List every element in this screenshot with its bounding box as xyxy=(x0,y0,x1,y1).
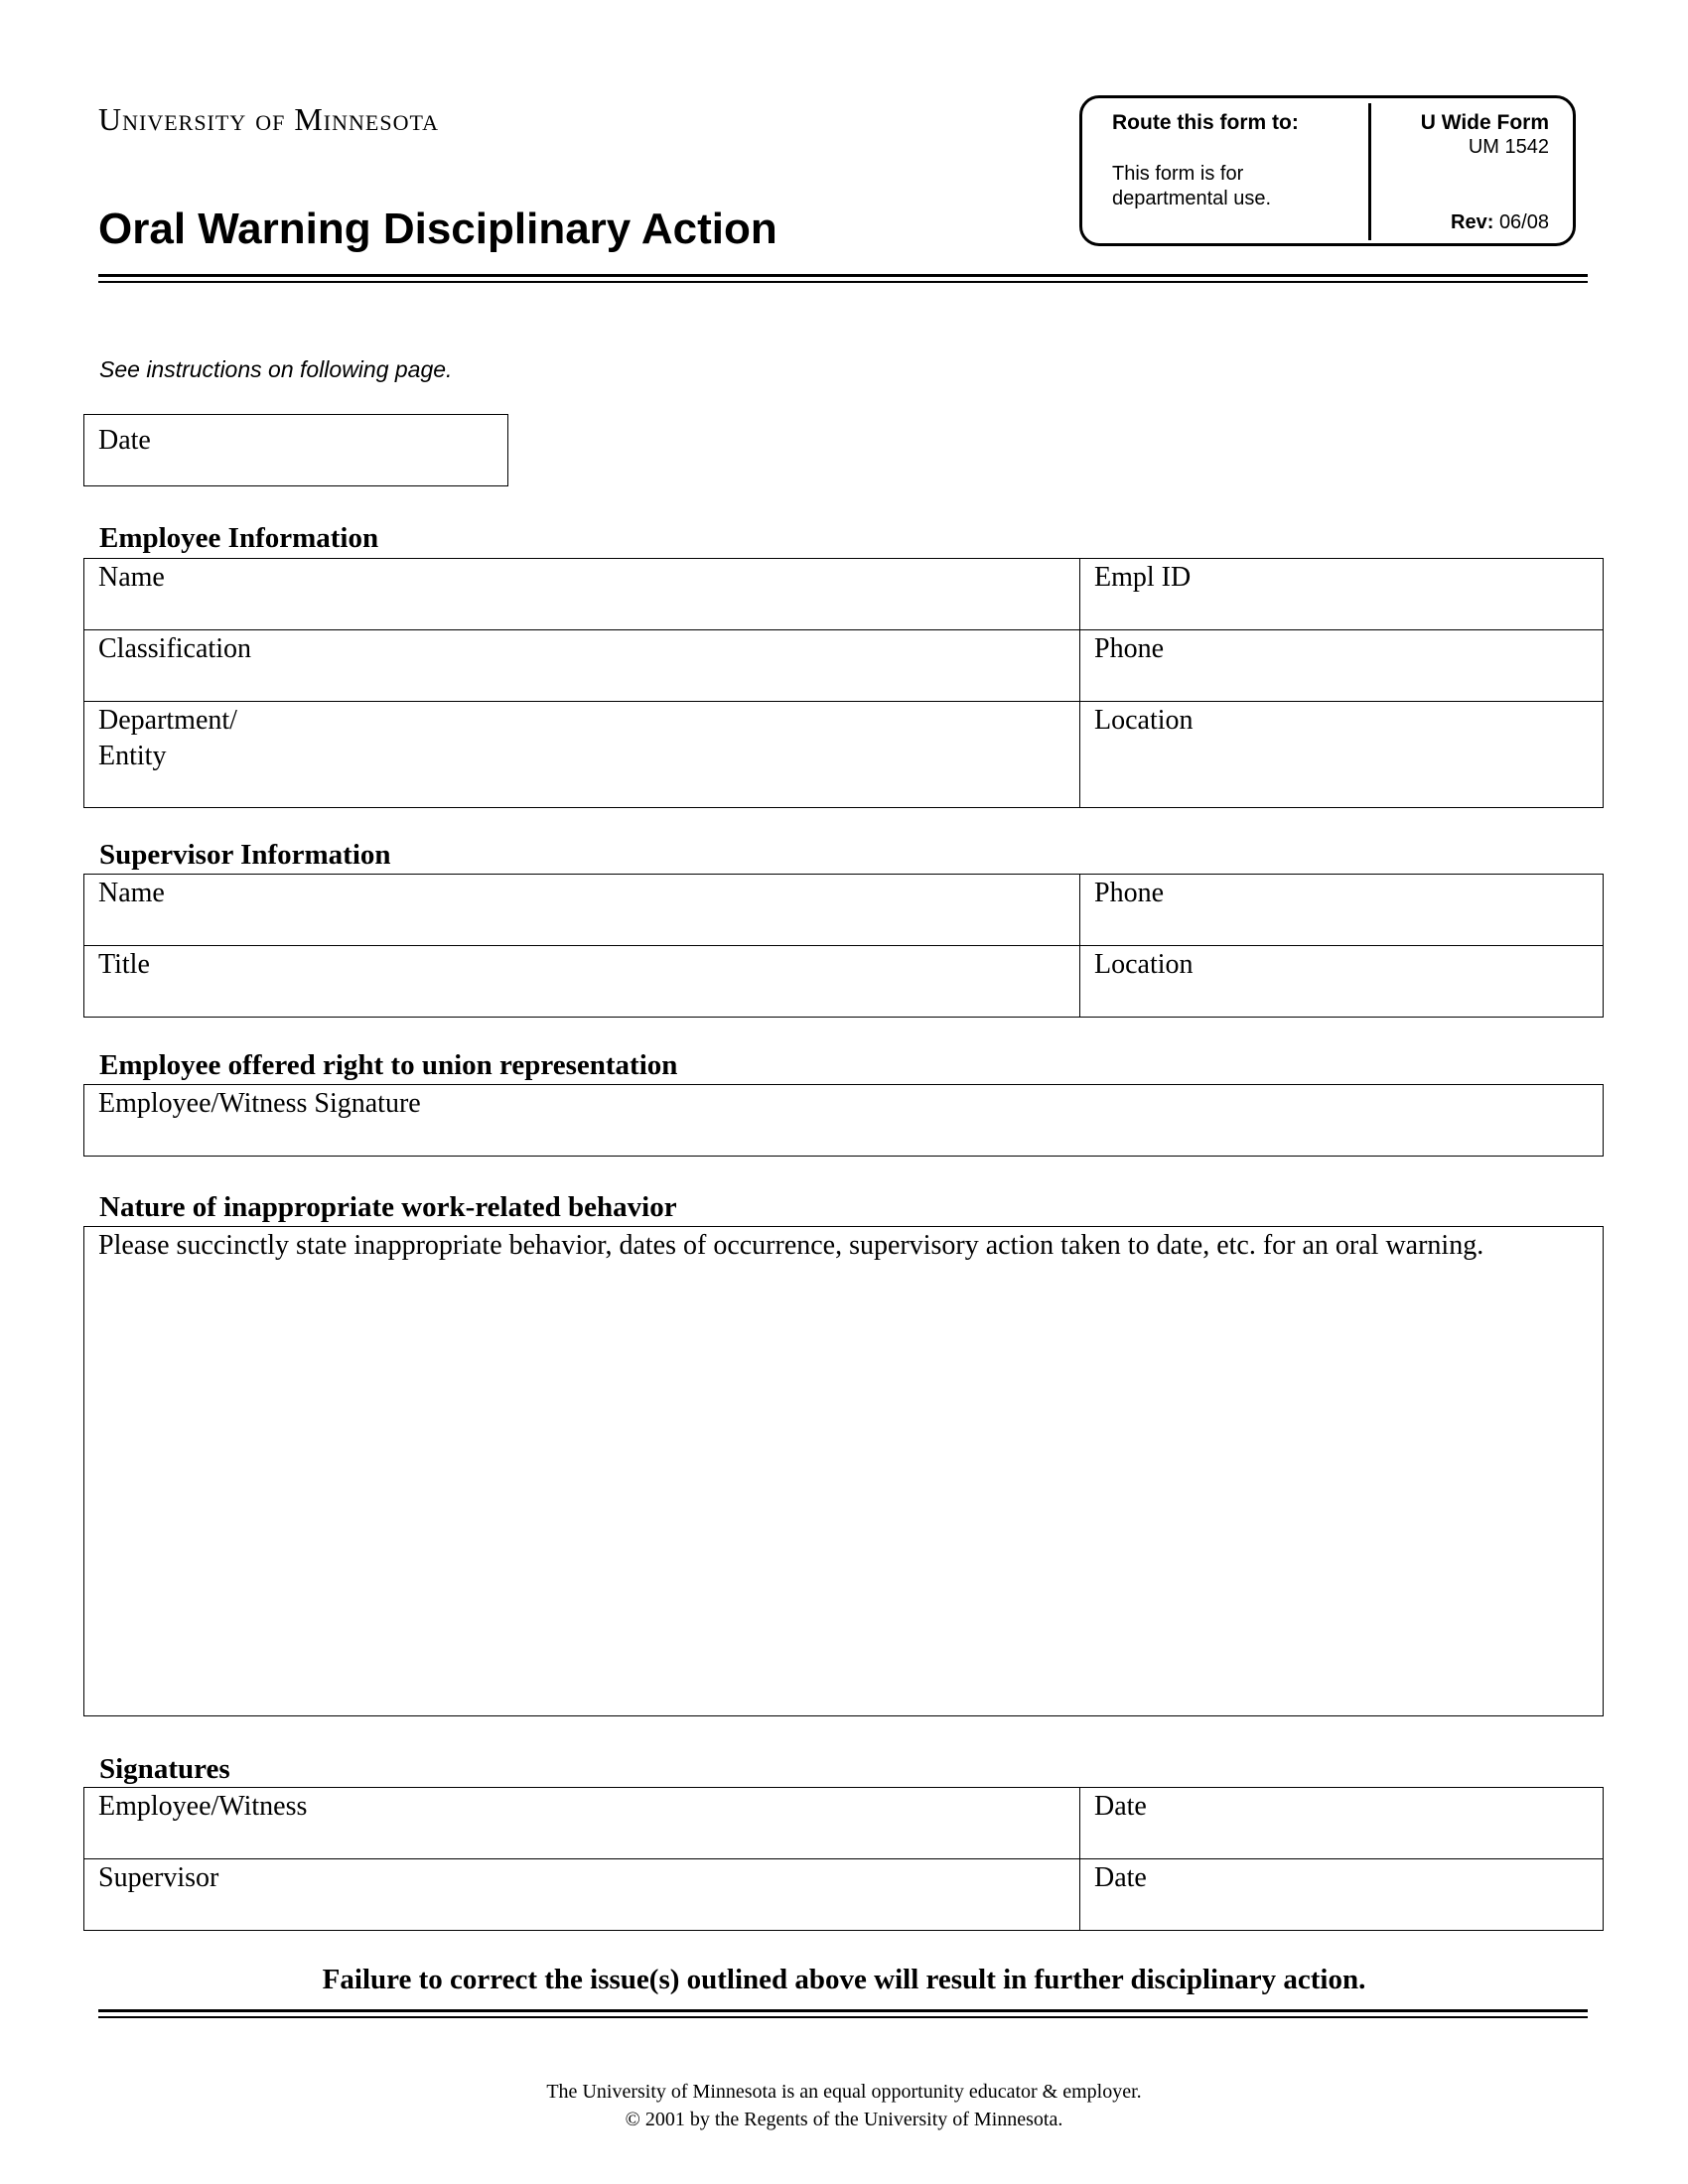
union-signature-field[interactable] xyxy=(84,1085,1604,1157)
supervisor-info-title: Supervisor Information xyxy=(99,839,391,871)
field-label: Phone xyxy=(1094,633,1164,664)
field-label: Name xyxy=(98,878,165,908)
footer-rule xyxy=(98,2009,1588,2012)
supervisor-title-field[interactable] xyxy=(84,946,1080,1018)
route-label: Route this form to: xyxy=(1112,111,1299,134)
revision-label: Rev: xyxy=(1451,211,1494,233)
footer-copyright: © 2001 by the Regents of the University of Minnesota. xyxy=(625,2109,1063,2130)
employee-info-title: Employee Information xyxy=(99,522,379,554)
footer-equal-opportunity: The University of Minnesota is an equal opportunity educator & employer. xyxy=(546,2081,1142,2103)
union-table xyxy=(83,1084,1604,1157)
employee-witness-signature-field[interactable] xyxy=(84,1788,1080,1859)
field-label: Name xyxy=(98,562,165,593)
supervisor-name-field[interactable] xyxy=(84,875,1080,946)
behavior-description-field[interactable] xyxy=(84,1227,1604,1716)
employee-info-table xyxy=(83,558,1604,808)
supervisor-phone-field[interactable] xyxy=(1080,875,1604,946)
date-field[interactable] xyxy=(83,414,508,486)
field-label: Employee/Witness xyxy=(98,1791,308,1822)
revision-value: 06/08 xyxy=(1498,211,1549,233)
union-section-title: Employee offered right to union representation xyxy=(99,1049,678,1081)
university-name: University of Minnesota xyxy=(98,101,440,137)
employee-classification-field[interactable] xyxy=(84,630,1080,702)
field-label: Date xyxy=(1094,1791,1147,1822)
employee-name-field[interactable] xyxy=(84,559,1080,630)
signatures-section-title: Signatures xyxy=(99,1753,230,1785)
supervisor-location-field[interactable] xyxy=(1080,946,1604,1018)
supervisor-date-field[interactable] xyxy=(1080,1859,1604,1931)
field-label: Title xyxy=(98,949,150,980)
behavior-section-title: Nature of inappropriate work-related behavior xyxy=(99,1191,677,1223)
header-rule xyxy=(98,274,1588,277)
supervisor-signature-field[interactable] xyxy=(84,1859,1080,1931)
field-label: Supervisor xyxy=(98,1862,219,1893)
employee-id-field[interactable] xyxy=(1080,559,1604,630)
supervisor-info-table xyxy=(83,874,1604,1018)
field-label: Location xyxy=(1094,949,1194,980)
form-number: UM 1542 xyxy=(1468,136,1549,158)
employee-phone-field[interactable] xyxy=(1080,630,1604,702)
instructions-note: See instructions on following page. xyxy=(99,356,453,382)
field-label: Empl ID xyxy=(1094,562,1192,593)
employee-department-field[interactable] xyxy=(84,702,1080,808)
field-prompt: Please succinctly state inappropriate behavior, dates of occurrence, supervisory action taken to date, etc. for an oral warning. xyxy=(98,1230,1484,1261)
signatures-table xyxy=(83,1787,1604,1931)
field-label: Location xyxy=(1094,705,1194,736)
routing-box-divider xyxy=(1368,103,1371,240)
employee-location-field[interactable] xyxy=(1080,702,1604,808)
form-name: U Wide Form xyxy=(1420,111,1549,134)
field-label: Phone xyxy=(1094,878,1164,908)
revision xyxy=(1451,211,1549,234)
behavior-table xyxy=(83,1226,1604,1716)
employee-witness-date-field[interactable] xyxy=(1080,1788,1604,1859)
field-label: Department/ xyxy=(98,705,237,736)
field-label-line2: Entity xyxy=(98,741,167,771)
footer-rule-secondary xyxy=(98,2016,1588,2018)
page-title: Oral Warning Disciplinary Action xyxy=(98,205,777,253)
field-label: Classification xyxy=(98,633,251,664)
date-field-label: Date xyxy=(98,425,151,456)
header-rule-secondary xyxy=(98,281,1588,283)
failure-notice: Failure to correct the issue(s) outlined above will result in further disciplinary action. xyxy=(322,1964,1366,1995)
field-label: Date xyxy=(1094,1862,1147,1893)
route-note: This form is for departmental use. xyxy=(1112,163,1272,209)
field-label: Employee/Witness Signature xyxy=(98,1088,421,1119)
